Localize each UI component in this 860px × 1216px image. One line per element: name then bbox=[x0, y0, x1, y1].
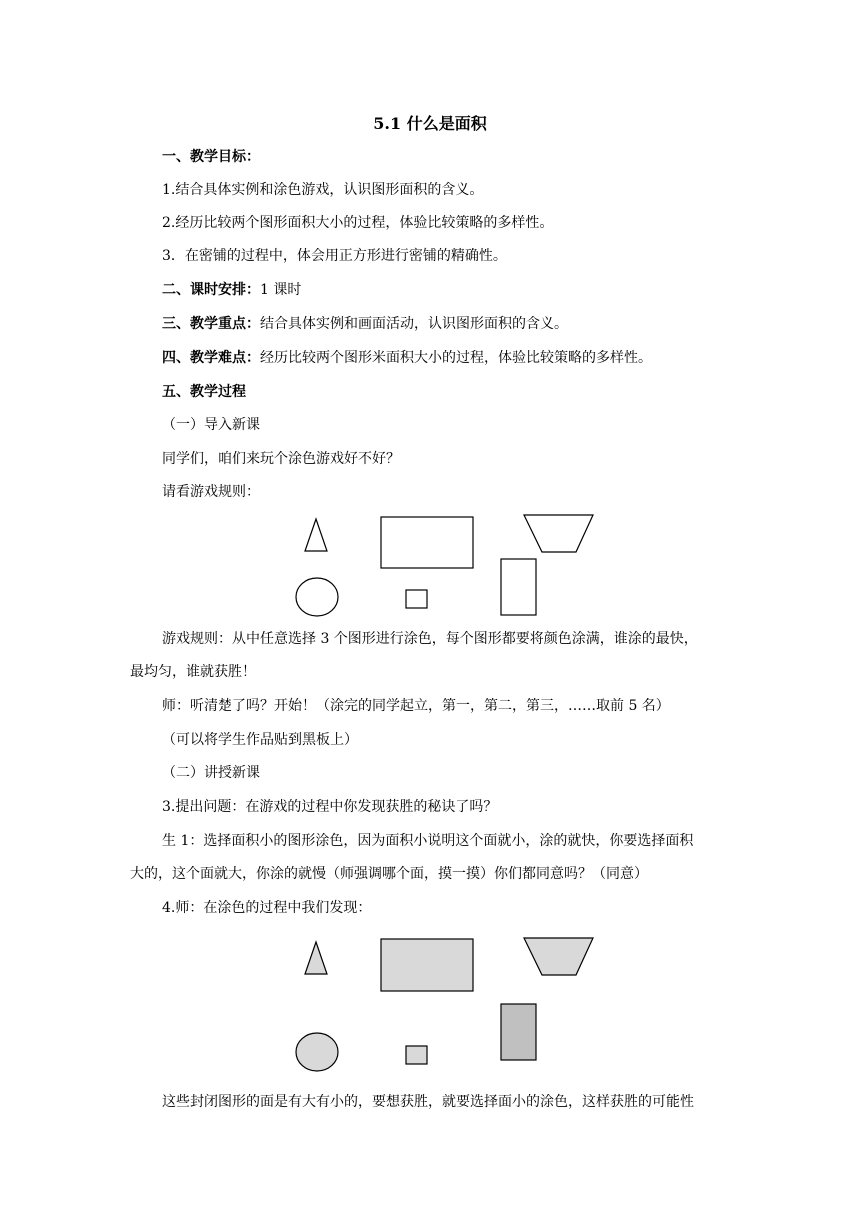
goal-item-1: 1.结合具体实例和涂色游戏，认识图形面积的含义。 bbox=[162, 182, 484, 198]
note-line: （可以将学生作品贴到黑板上） bbox=[162, 732, 358, 748]
tall-rectangle-shape-filled bbox=[501, 1004, 536, 1060]
process-heading: 五、教学过程 bbox=[162, 384, 246, 400]
rectangle-shape-filled bbox=[381, 939, 473, 991]
shapes-figure-filled bbox=[0, 932, 860, 1077]
goal-item-3: 3．在密铺的过程中，体会用正方形进行密铺的精确性。 bbox=[162, 248, 507, 264]
triangle-shape bbox=[305, 519, 327, 551]
schedule-value: 1 课时 bbox=[260, 282, 302, 298]
schedule-label: 二、课时安排： bbox=[162, 282, 260, 298]
rectangle-shape bbox=[381, 517, 473, 568]
tall-rectangle-shape bbox=[501, 559, 536, 615]
schedule-line bbox=[162, 280, 301, 300]
small-square-shape-filled bbox=[406, 1046, 427, 1064]
difficulty-label: 四、教学难点： bbox=[162, 350, 260, 366]
shapes-figure-outline bbox=[0, 510, 860, 622]
part2-heading: （二）讲授新课 bbox=[162, 765, 260, 781]
teacher-start-line: 师：听清楚了吗？开始！（涂完的同学起立，第一，第二，第三，……取前 5 名） bbox=[162, 698, 670, 714]
small-square-shape bbox=[406, 590, 427, 608]
rule-line-2: 最均匀，谁就获胜！ bbox=[130, 664, 256, 680]
student-1-line-1: 生 1：选择面积小的图形涂色，因为面积小说明这个面就小，涂的就快，你要选择面积 bbox=[162, 833, 694, 849]
difficulty-line bbox=[162, 348, 652, 368]
circle-shape-filled bbox=[296, 1033, 338, 1071]
circle-shape bbox=[296, 578, 338, 616]
rule-line-1: 游戏规则：从中任意选择 3 个图形进行涂色，每个图形都要将颜色涂满，谁涂的最快， bbox=[162, 631, 698, 647]
goals-heading: 一、教学目标： bbox=[162, 149, 260, 165]
key-point-line bbox=[162, 314, 568, 334]
triangle-shape-filled bbox=[305, 942, 327, 974]
rules-intro: 请看游戏规则： bbox=[162, 484, 260, 500]
trapezoid-shape bbox=[524, 515, 593, 552]
trapezoid-shape-filled bbox=[524, 938, 593, 975]
goal-item-2: 2.经历比较两个图形面积大小的过程，体验比较策略的多样性。 bbox=[162, 215, 554, 231]
intro-question: 同学们，咱们来玩个涂色游戏好不好？ bbox=[162, 451, 400, 467]
conclusion-line: 这些封闭图形的面是有大有小的，要想获胜，就要选择面小的涂色，这样获胜的可能性 bbox=[162, 1094, 694, 1110]
question-3-line: 3.提出问题：在游戏的过程中你发现获胜的秘诀了吗？ bbox=[162, 799, 498, 815]
key-point-value: 结合具体实例和画面活动，认识图形面积的含义。 bbox=[260, 316, 568, 332]
difficulty-value: 经历比较两个图形米面积大小的过程，体验比较策略的多样性。 bbox=[260, 350, 652, 366]
teacher-4-line: 4.师：在涂色的过程中我们发现： bbox=[162, 900, 372, 916]
part1-heading: （一）导入新课 bbox=[162, 417, 260, 433]
student-1-line-2: 大的，这个面就大，你涂的就慢（师强调哪个面，摸一摸）你们都同意吗？（同意） bbox=[130, 866, 648, 882]
page-title: 5.1 什么是面积 bbox=[373, 114, 487, 133]
key-point-label: 三、教学重点： bbox=[162, 316, 260, 332]
